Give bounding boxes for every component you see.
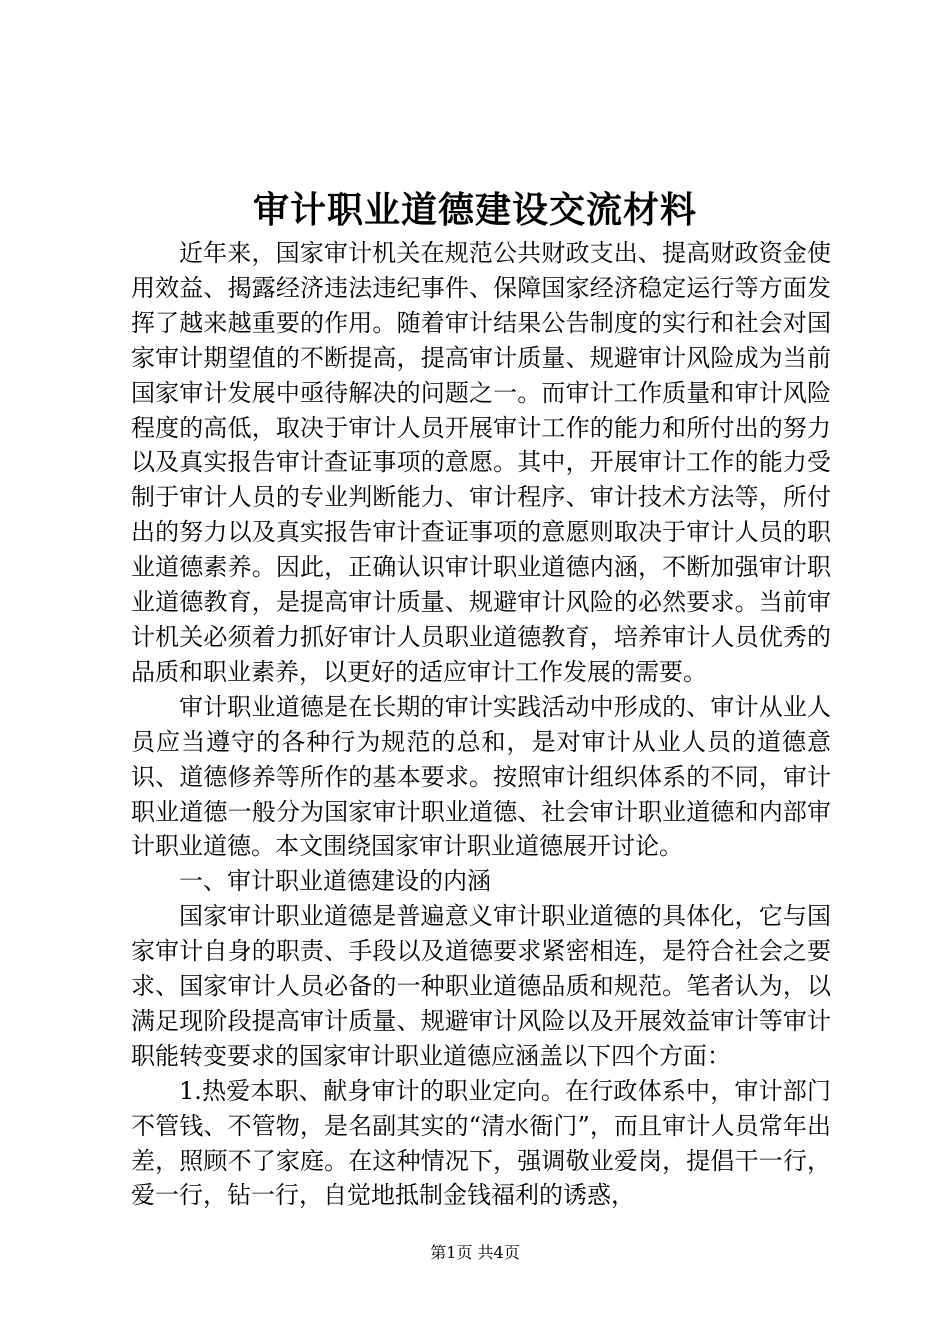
document-title: 审计职业道德建设交流材料 xyxy=(252,189,697,231)
section-heading: 一、审计职业道德建设的内涵 xyxy=(179,867,491,896)
paragraph-connotation: 国家审计职业道德是普遍意义审计职业道德的具体化，它与国家审计自身的职责、手段以及道德要求紧密相连，是符合社会之要求、国家审计人员必备的一种职业道德品质和规范。笔者认为，以满足现阶段提高审计质量、规避审计风险以及开展效益审计等审计职能转变要求的国家审计职业道德应涵盖以下四个方面： xyxy=(131,902,831,1070)
paragraph-intro: 近年来，国家审计机关在规范公共财政支出、提高财政资金使用效益、揭露经济违法违纪事件、保障国家经济稳定运行等方面发挥了越来越重要的作用。随着审计结果公告制度的实行和社会对国家审计期望值的不断提高，提高审计质量、规避审计风险成为当前国家审计发展中亟待解决的问题之一。而审计工作质量和审计风险程度的高低，取决于审计人员开展审计工作的能力和所付出的努力以及真实报告审计查证事项的意愿。其中，开展审计工作的能力受制于审计人员的专业判断能力、审计程序、审计技术方法等，所付出的努力以及真实报告审计查证事项的意愿则取决于审计人员的职业道德素养。因此，正确认识审计职业道德内涵，不断加强审计职业道德教育，是提高审计质量、规避审计风险的必然要求。当前审计机关必须着力抓好审计人员职业道德教育，培养审计人员优秀的品质和职业素养，以更好的适应审计工作发展的需要。 xyxy=(131,239,831,686)
page-number: 第1页 xyxy=(430,1243,473,1262)
page-footer xyxy=(0,1242,950,1264)
paragraph-definition: 审计职业道德是在长期的审计实践活动中形成的、审计从业人员应当遵守的各种行为规范的总和，是对审计从业人员的道德意识、道德修养等所作的基本要求。按照审计组织体系的不同，审计职业道德一般分为国家审计职业道德、社会审计职业道德和内部审计职业道德。本文围绕国家审计职业道德展开讨论。 xyxy=(131,692,831,861)
page-total: 共4页 xyxy=(477,1243,520,1262)
paragraph-item-1: 1.热爱本职、献身审计的职业定向。在行政体系中，审计部门不管钱、不管物，是名副其实的“清水衙门”，而且审计人员常年出差，照顾不了家庭。在这种情况下，强调敬业爱岗，提倡干一行，爱一行，钻一行，自觉地抵制金钱福利的诱惑， xyxy=(131,1076,831,1210)
document-body xyxy=(131,236,831,1213)
